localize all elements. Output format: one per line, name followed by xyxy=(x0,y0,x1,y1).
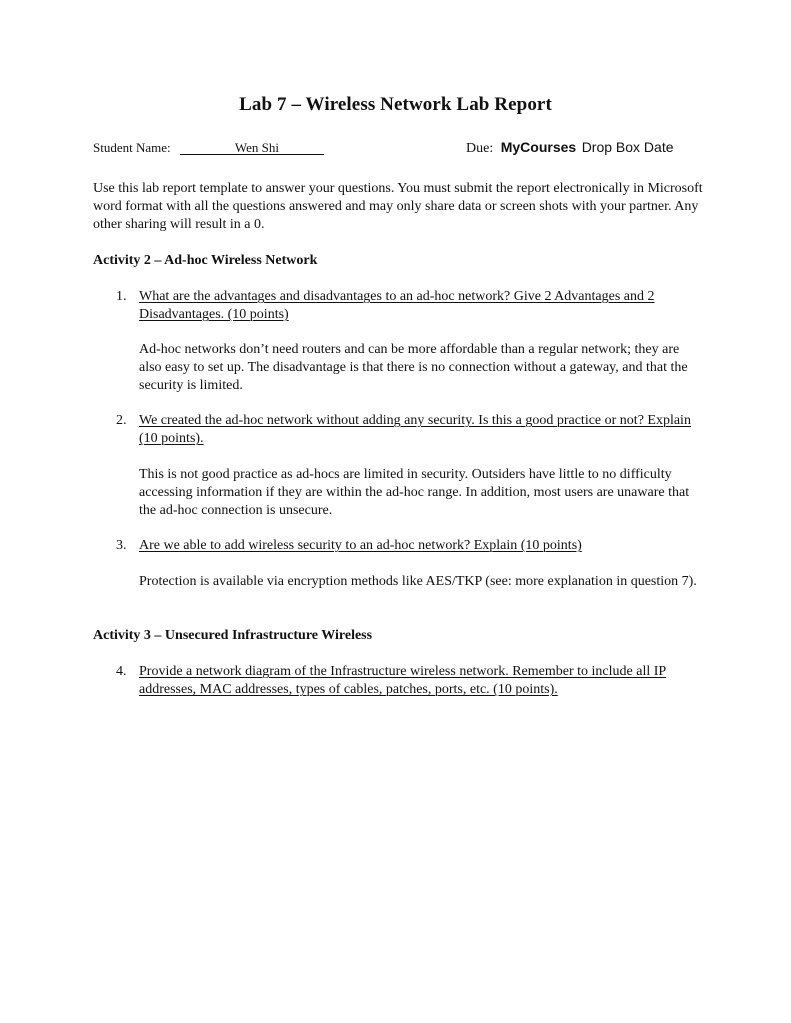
question-text: Are we able to add wireless security to an ad-hoc network? Explain (10 points) xyxy=(139,538,582,553)
question-item-1 xyxy=(93,288,703,393)
question-item-3 xyxy=(93,537,703,609)
activity-3-heading: Activity 3 – Unsecured Infrastructure Wireless xyxy=(93,628,373,643)
question-item-4 xyxy=(93,663,703,703)
student-name-value: Wen Shi xyxy=(180,141,324,155)
student-name-line xyxy=(93,140,324,156)
answer-text: Ad-hoc networks don’t need routers and can be more affordable than a regular network; they are also easy to set up. The disadvantage is that there is no connection without a gateway, and that the security is limited. xyxy=(139,342,688,393)
question-text: Provide a network diagram of the Infrastructure wireless network. Remember to include all IP addresses, MAC addresses, types of cables, patches, ports, etc. (10 points). xyxy=(139,664,667,697)
question-text: What are the advantages and disadvantages to an ad-hoc network? Give 2 Advantages and 2 Disadvantages. (10 points) xyxy=(139,289,655,322)
due-label: Due: xyxy=(466,141,494,156)
question-number: 1. xyxy=(116,289,127,304)
answer-text: Protection is available via encryption methods like AES/TKP (see: more explanation in question 7). xyxy=(139,574,697,589)
due-line xyxy=(466,138,674,158)
student-name-label: Student Name: xyxy=(93,140,171,155)
question-number: 2. xyxy=(116,413,127,428)
intro-paragraph: Use this lab report template to answer your questions. You must submit the report electronically in Microsoft word format with all the questions answered and may only share data or screen shots with your partner. Any other sharing will result in a 0. xyxy=(93,181,703,232)
question-text: We created the ad-hoc network without adding any security. Is this a good practice or not? Explain (10 points). xyxy=(139,413,691,446)
due-drop-box-date: Drop Box Date xyxy=(581,139,674,155)
answer-text: This is not good practice as ad-hocs are limited in security. Outsiders have little to no difficulty accessing information if they are within the ad-hoc range. In addition, most users are unaware that the ad-hoc connection is unsecure. xyxy=(139,467,690,518)
question-number: 3. xyxy=(116,538,127,553)
activity-2-heading: Activity 2 – Ad-hoc Wireless Network xyxy=(93,253,318,268)
due-mycourses: MyCourses xyxy=(500,139,577,155)
page-title: Lab 7 – Wireless Network Lab Report xyxy=(239,94,552,115)
question-number: 4. xyxy=(116,664,127,679)
question-item-2 xyxy=(93,412,703,520)
